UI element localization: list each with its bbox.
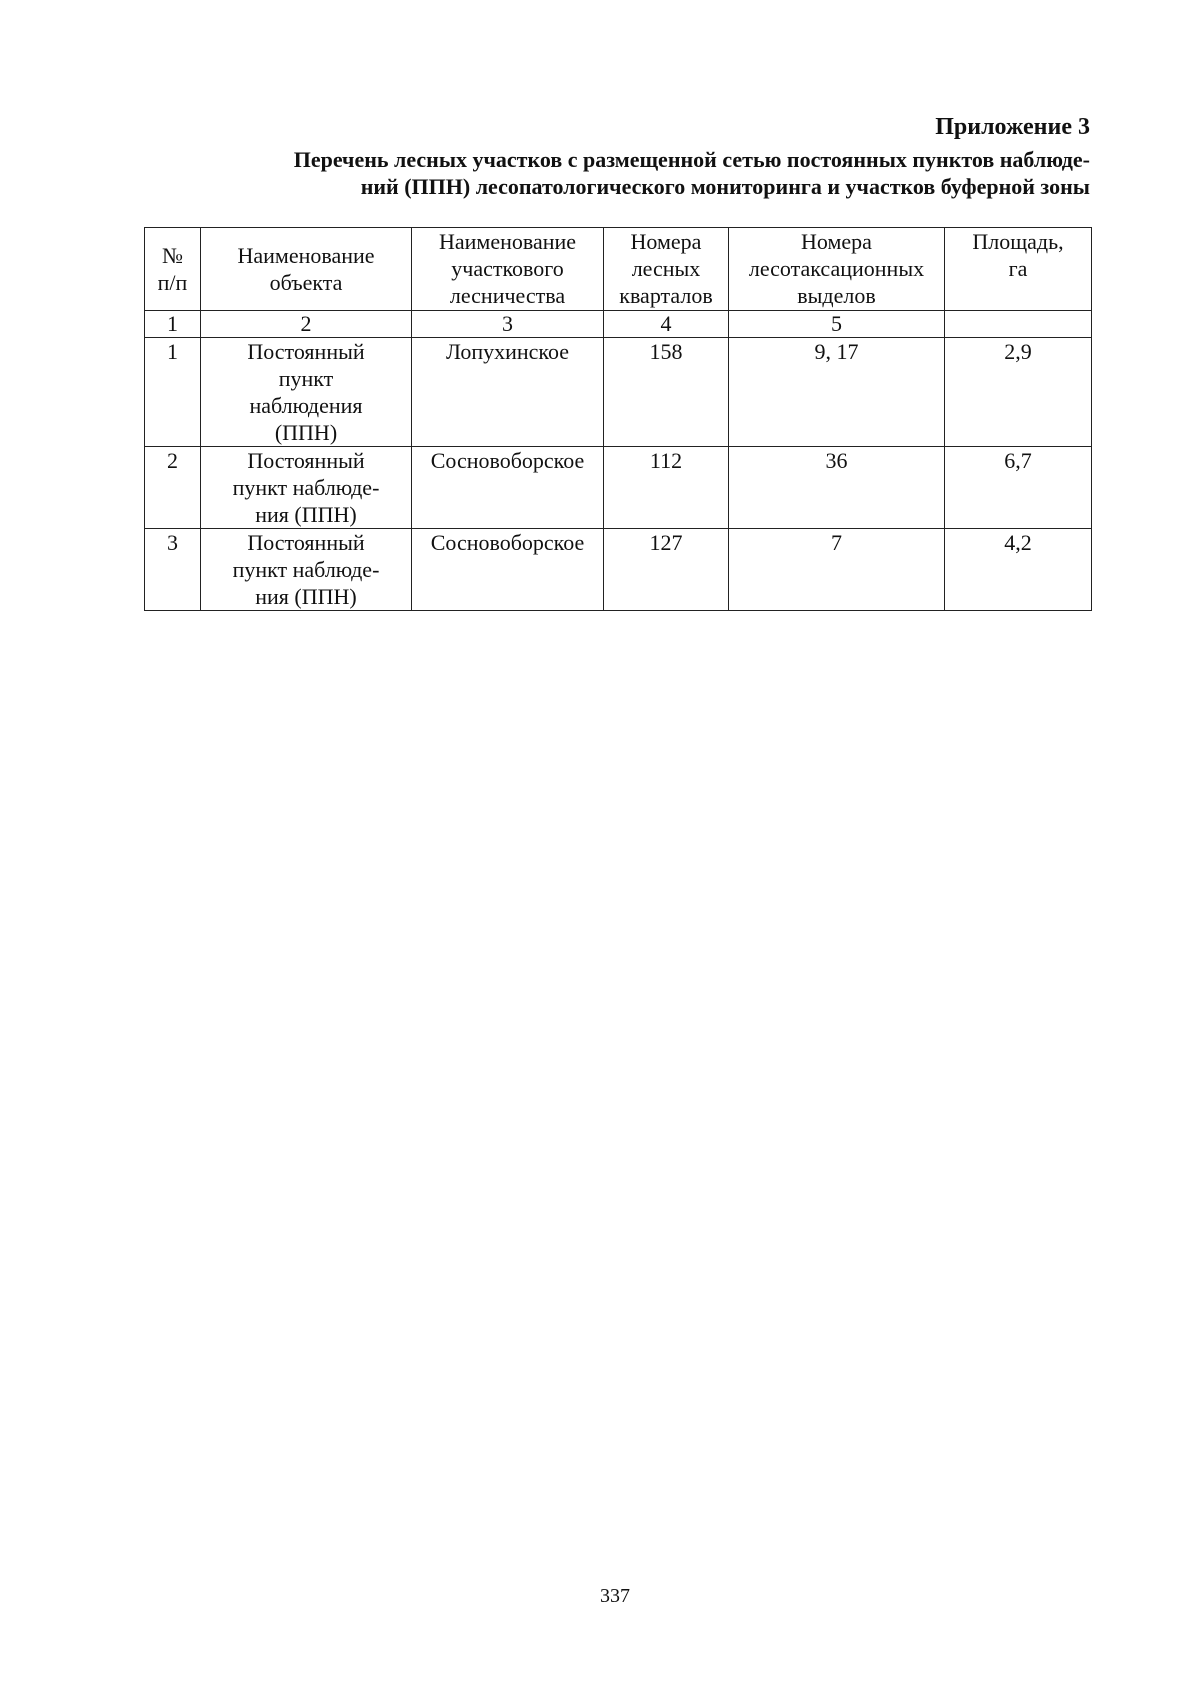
header-cell-forestry-name: Наименование участкового лесничества	[412, 228, 604, 311]
quarter-numbers: 158	[604, 338, 729, 447]
column-number-cell: 2	[201, 311, 412, 338]
allotment-numbers: 9, 17	[729, 338, 945, 447]
column-number-row	[145, 311, 1092, 338]
table-row	[145, 447, 1092, 529]
header-cell-quarter-numbers: Номера лесных кварталов	[604, 228, 729, 311]
object-name: Постоянный пункт наблюдения (ППН)	[201, 338, 412, 447]
row-number: 3	[145, 529, 201, 611]
header-cell-number: № п/п	[145, 228, 201, 311]
title-line-1: Перечень лесных участков с размещенной сетью постоянных пунктов наблюде-	[293, 147, 1090, 172]
appendix-label: Приложение 3	[935, 114, 1090, 140]
quarter-numbers: 112	[604, 447, 729, 529]
column-number-cell	[945, 311, 1092, 338]
document-title	[190, 146, 1090, 200]
title-line-2: ний (ППН) лесопатологического мониторинга и участков буферной зоны	[360, 174, 1090, 199]
table-header-row	[145, 228, 1092, 311]
area-value: 2,9	[945, 338, 1092, 447]
area-value: 6,7	[945, 447, 1092, 529]
column-number-cell: 5	[729, 311, 945, 338]
allotment-numbers: 36	[729, 447, 945, 529]
header-cell-allotment-numbers: Номера лесотаксационных выделов	[729, 228, 945, 311]
table-row	[145, 529, 1092, 611]
column-number-cell: 1	[145, 311, 201, 338]
document-header	[190, 112, 1090, 200]
row-number: 1	[145, 338, 201, 447]
forestry-name: Сосновоборское	[412, 529, 604, 611]
quarter-numbers: 127	[604, 529, 729, 611]
header-cell-object-name: Наименование объекта	[201, 228, 412, 311]
page-number: 337	[600, 1585, 630, 1607]
row-number: 2	[145, 447, 201, 529]
forest-plots-table	[144, 227, 1092, 611]
table-row	[145, 338, 1092, 447]
header-cell-area: Площадь, га	[945, 228, 1092, 311]
object-name: Постоянный пункт наблюде- ния (ППН)	[201, 447, 412, 529]
object-name: Постоянный пункт наблюде- ния (ППН)	[201, 529, 412, 611]
column-number-cell: 3	[412, 311, 604, 338]
allotment-numbers: 7	[729, 529, 945, 611]
forestry-name: Сосновоборское	[412, 447, 604, 529]
column-number-cell: 4	[604, 311, 729, 338]
forestry-name: Лопухинское	[412, 338, 604, 447]
area-value: 4,2	[945, 529, 1092, 611]
